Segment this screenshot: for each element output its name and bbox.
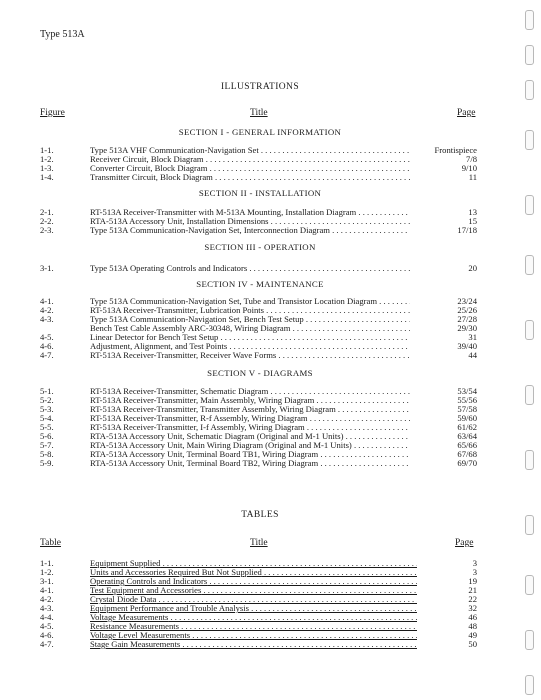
- section-title: SECTION III - OPERATION: [204, 242, 316, 252]
- figure-page: 7/8: [466, 154, 477, 164]
- figure-page: 55/56: [457, 395, 477, 405]
- binder-mark: [525, 80, 534, 100]
- figure-title: Type 513A Communication-Navigation Set, Bench Test Setup . . .: [90, 314, 410, 324]
- section-title: SECTION V - DIAGRAMS: [207, 368, 313, 378]
- figure-page: 57/58: [457, 404, 477, 414]
- figure-number: 4-7.: [40, 350, 54, 360]
- figure-number: 1-3.: [40, 163, 54, 173]
- table-page: 22: [468, 594, 477, 604]
- figure-title: RT-513A Receiver-Transmitter, Transmitter Assembly, Wiring Diagram . . .: [90, 404, 410, 414]
- table-page: 46: [468, 612, 477, 622]
- figure-number: 5-7.: [40, 440, 54, 450]
- figure-page: 69/70: [457, 458, 477, 468]
- figure-title: Type 513A Operating Controls and Indicators . . .: [90, 263, 410, 273]
- binder-mark: [525, 195, 534, 215]
- table-number: 4-5.: [40, 621, 54, 631]
- figure-row: [0, 225, 520, 235]
- table-number: 4-4.: [40, 612, 54, 622]
- table-page: 49: [468, 630, 477, 640]
- figure-title: RTA-513A Accessory Unit, Schematic Diagram (Original and M-1 Units) . . .: [90, 431, 410, 441]
- tables-heading: TABLES: [241, 510, 279, 520]
- figure-title: RT-513A Receiver-Transmitter, I-f Assembly, Wiring Diagram . . .: [90, 422, 410, 432]
- figure-page: 17/18: [457, 225, 477, 235]
- binder-mark: [525, 10, 534, 30]
- table-page: 50: [468, 639, 477, 649]
- figure-page: 9/10: [461, 163, 477, 173]
- figure-number: 5-6.: [40, 431, 54, 441]
- col-page-header: Page: [457, 108, 476, 118]
- figure-page: 53/54: [457, 386, 477, 396]
- figure-number: 4-2.: [40, 305, 54, 315]
- figure-title: Adjustment, Alignment, and Test Points . . .: [90, 341, 410, 351]
- figure-row: [0, 263, 520, 273]
- table-number: 4-1.: [40, 585, 54, 595]
- figure-title: RT-513A Receiver-Transmitter, Receiver Wave Forms . . .: [90, 350, 410, 360]
- figure-title: Type 513A Communication-Navigation Set, Tube and Transistor Location Diagram . . .: [90, 296, 410, 306]
- figure-page: 39/40: [457, 341, 477, 351]
- table-title: Resistance Measurements . . .: [90, 621, 417, 631]
- figure-number: 5-3.: [40, 404, 54, 414]
- table-number: 1-2.: [40, 567, 54, 577]
- col-page-header: Page: [455, 538, 474, 548]
- binder-mark: [525, 45, 534, 65]
- table-title: Voltage Level Measurements . . .: [90, 630, 417, 640]
- table-page: 21: [468, 585, 477, 595]
- figure-number: 2-2.: [40, 216, 54, 226]
- figure-title: Bench Test Cable Assembly ARC-30348, Wiring Diagram . . .: [90, 323, 410, 333]
- figure-title: Linear Detector for Bench Test Setup . . .: [90, 332, 410, 342]
- binder-mark: [525, 515, 534, 535]
- figure-row: [0, 172, 520, 182]
- figure-page: 67/68: [457, 449, 477, 459]
- binder-mark: [525, 320, 534, 340]
- figure-number: 1-2.: [40, 154, 54, 164]
- binder-mark: [525, 675, 534, 695]
- figure-number: 1-1.: [40, 145, 54, 155]
- figure-page: 20: [468, 263, 477, 273]
- col-table-header: Table: [40, 538, 61, 548]
- figure-page: 29/30: [457, 323, 477, 333]
- figure-page: 65/66: [457, 440, 477, 450]
- figure-number: 4-1.: [40, 296, 54, 306]
- figure-row: [0, 350, 520, 360]
- figure-number: 4-5.: [40, 332, 54, 342]
- table-title: Operating Controls and Indicators . . .: [90, 576, 417, 586]
- table-title: Equipment Performance and Trouble Analysis . . .: [90, 603, 417, 613]
- figure-title: Type 513A VHF Communication-Navigation Set . . .: [90, 145, 410, 155]
- figure-number: 5-9.: [40, 458, 54, 468]
- section-title: SECTION II - INSTALLATION: [198, 188, 322, 198]
- figure-page: 15: [468, 216, 477, 226]
- col-title-header: Title: [250, 538, 268, 548]
- figure-title: RTA-513A Accessory Unit, Terminal Board TB2, Wiring Diagram . . .: [90, 458, 410, 468]
- figure-title: Converter Circuit, Block Diagram . . .: [90, 163, 410, 173]
- figure-title: Type 513A Communication-Navigation Set, Interconnection Diagram . . .: [90, 225, 410, 235]
- table-number: 1-1.: [40, 558, 54, 568]
- figure-number: 2-1.: [40, 207, 54, 217]
- figure-page: 23/24: [457, 296, 477, 306]
- figure-title: RTA-513A Accessory Unit, Main Wiring Diagram (Original and M-1 Units) . . .: [90, 440, 410, 450]
- figure-page: 44: [468, 350, 477, 360]
- col-title-header: Title: [250, 108, 268, 118]
- figure-page: 11: [468, 172, 477, 182]
- figure-number: 4-3.: [40, 314, 54, 324]
- figure-title: RT-513A Receiver-Transmitter, R-f Assembly, Wiring Diagram . . .: [90, 413, 410, 423]
- table-title: Test Equipment and Accessories . . .: [90, 585, 417, 595]
- figure-page: 25/26: [457, 305, 477, 315]
- figure-title: RT-513A Receiver-Transmitter with M-513A Mounting, Installation Diagram . . .: [90, 207, 410, 217]
- table-page: 19: [468, 576, 477, 586]
- binder-mark: [525, 575, 534, 595]
- figure-title: RTA-513A Accessory Unit, Terminal Board TB1, Wiring Diagram . . .: [90, 449, 410, 459]
- figure-title: RTA-513A Accessory Unit, Installation Dimensions . . .: [90, 216, 410, 226]
- figure-title: RT-513A Receiver-Transmitter, Lubrication Points . . .: [90, 305, 410, 315]
- figure-number: 2-3.: [40, 225, 54, 235]
- figure-page: 31: [468, 332, 477, 342]
- binder-mark: [525, 255, 534, 275]
- figure-title: RT-513A Receiver-Transmitter, Schematic Diagram . . .: [90, 386, 410, 396]
- binder-mark: [525, 450, 534, 470]
- binder-mark: [525, 130, 534, 150]
- table-title: Stage Gain Measurements . . .: [90, 639, 417, 649]
- figure-page: 27/28: [457, 314, 477, 324]
- table-row: [0, 639, 520, 649]
- table-number: 4-6.: [40, 630, 54, 640]
- figure-number: 3-1.: [40, 263, 54, 273]
- table-title: Crystal Diode Data . . .: [90, 594, 417, 604]
- table-number: 3-1.: [40, 576, 54, 586]
- illustrations-heading: ILLUSTRATIONS: [220, 82, 300, 92]
- figure-number: 5-1.: [40, 386, 54, 396]
- figure-title: Receiver Circuit, Block Diagram . . .: [90, 154, 410, 164]
- table-title: Voltage Measurements . . .: [90, 612, 417, 622]
- table-page: 3: [472, 558, 477, 568]
- figure-number: 4-6.: [40, 341, 54, 351]
- figure-page: 13: [468, 207, 477, 217]
- table-page: 3: [472, 567, 477, 577]
- binder-edge: [520, 0, 541, 700]
- figure-page: 59/60: [457, 413, 477, 423]
- figure-number: 1-4.: [40, 172, 54, 182]
- binder-mark: [525, 385, 534, 405]
- figure-title: Transmitter Circuit, Block Diagram . . .: [90, 172, 410, 182]
- figure-number: 5-2.: [40, 395, 54, 405]
- table-page: 32: [468, 603, 477, 613]
- table-number: 4-3.: [40, 603, 54, 613]
- figure-page: Frontispiece: [434, 145, 477, 155]
- table-title: Units and Accessories Required But Not Supplied . . .: [90, 567, 417, 577]
- table-number: 4-2.: [40, 594, 54, 604]
- figure-page: 61/62: [457, 422, 477, 432]
- table-title: Equipment Supplied . . .: [90, 558, 417, 568]
- section-title: SECTION IV - MAINTENANCE: [196, 279, 324, 289]
- figure-number: 5-8.: [40, 449, 54, 459]
- figure-page: 63/64: [457, 431, 477, 441]
- figure-number: 5-5.: [40, 422, 54, 432]
- page-header: Type 513A: [40, 29, 85, 40]
- table-number: 4-7.: [40, 639, 54, 649]
- binder-mark: [525, 630, 534, 650]
- section-title: SECTION I - GENERAL INFORMATION: [178, 127, 342, 137]
- figure-title: RT-513A Receiver-Transmitter, Main Assembly, Wiring Diagram . . .: [90, 395, 410, 405]
- figure-number: 5-4.: [40, 413, 54, 423]
- figure-row: [0, 458, 520, 468]
- table-page: 48: [468, 621, 477, 631]
- col-figure-header: Figure: [40, 108, 65, 118]
